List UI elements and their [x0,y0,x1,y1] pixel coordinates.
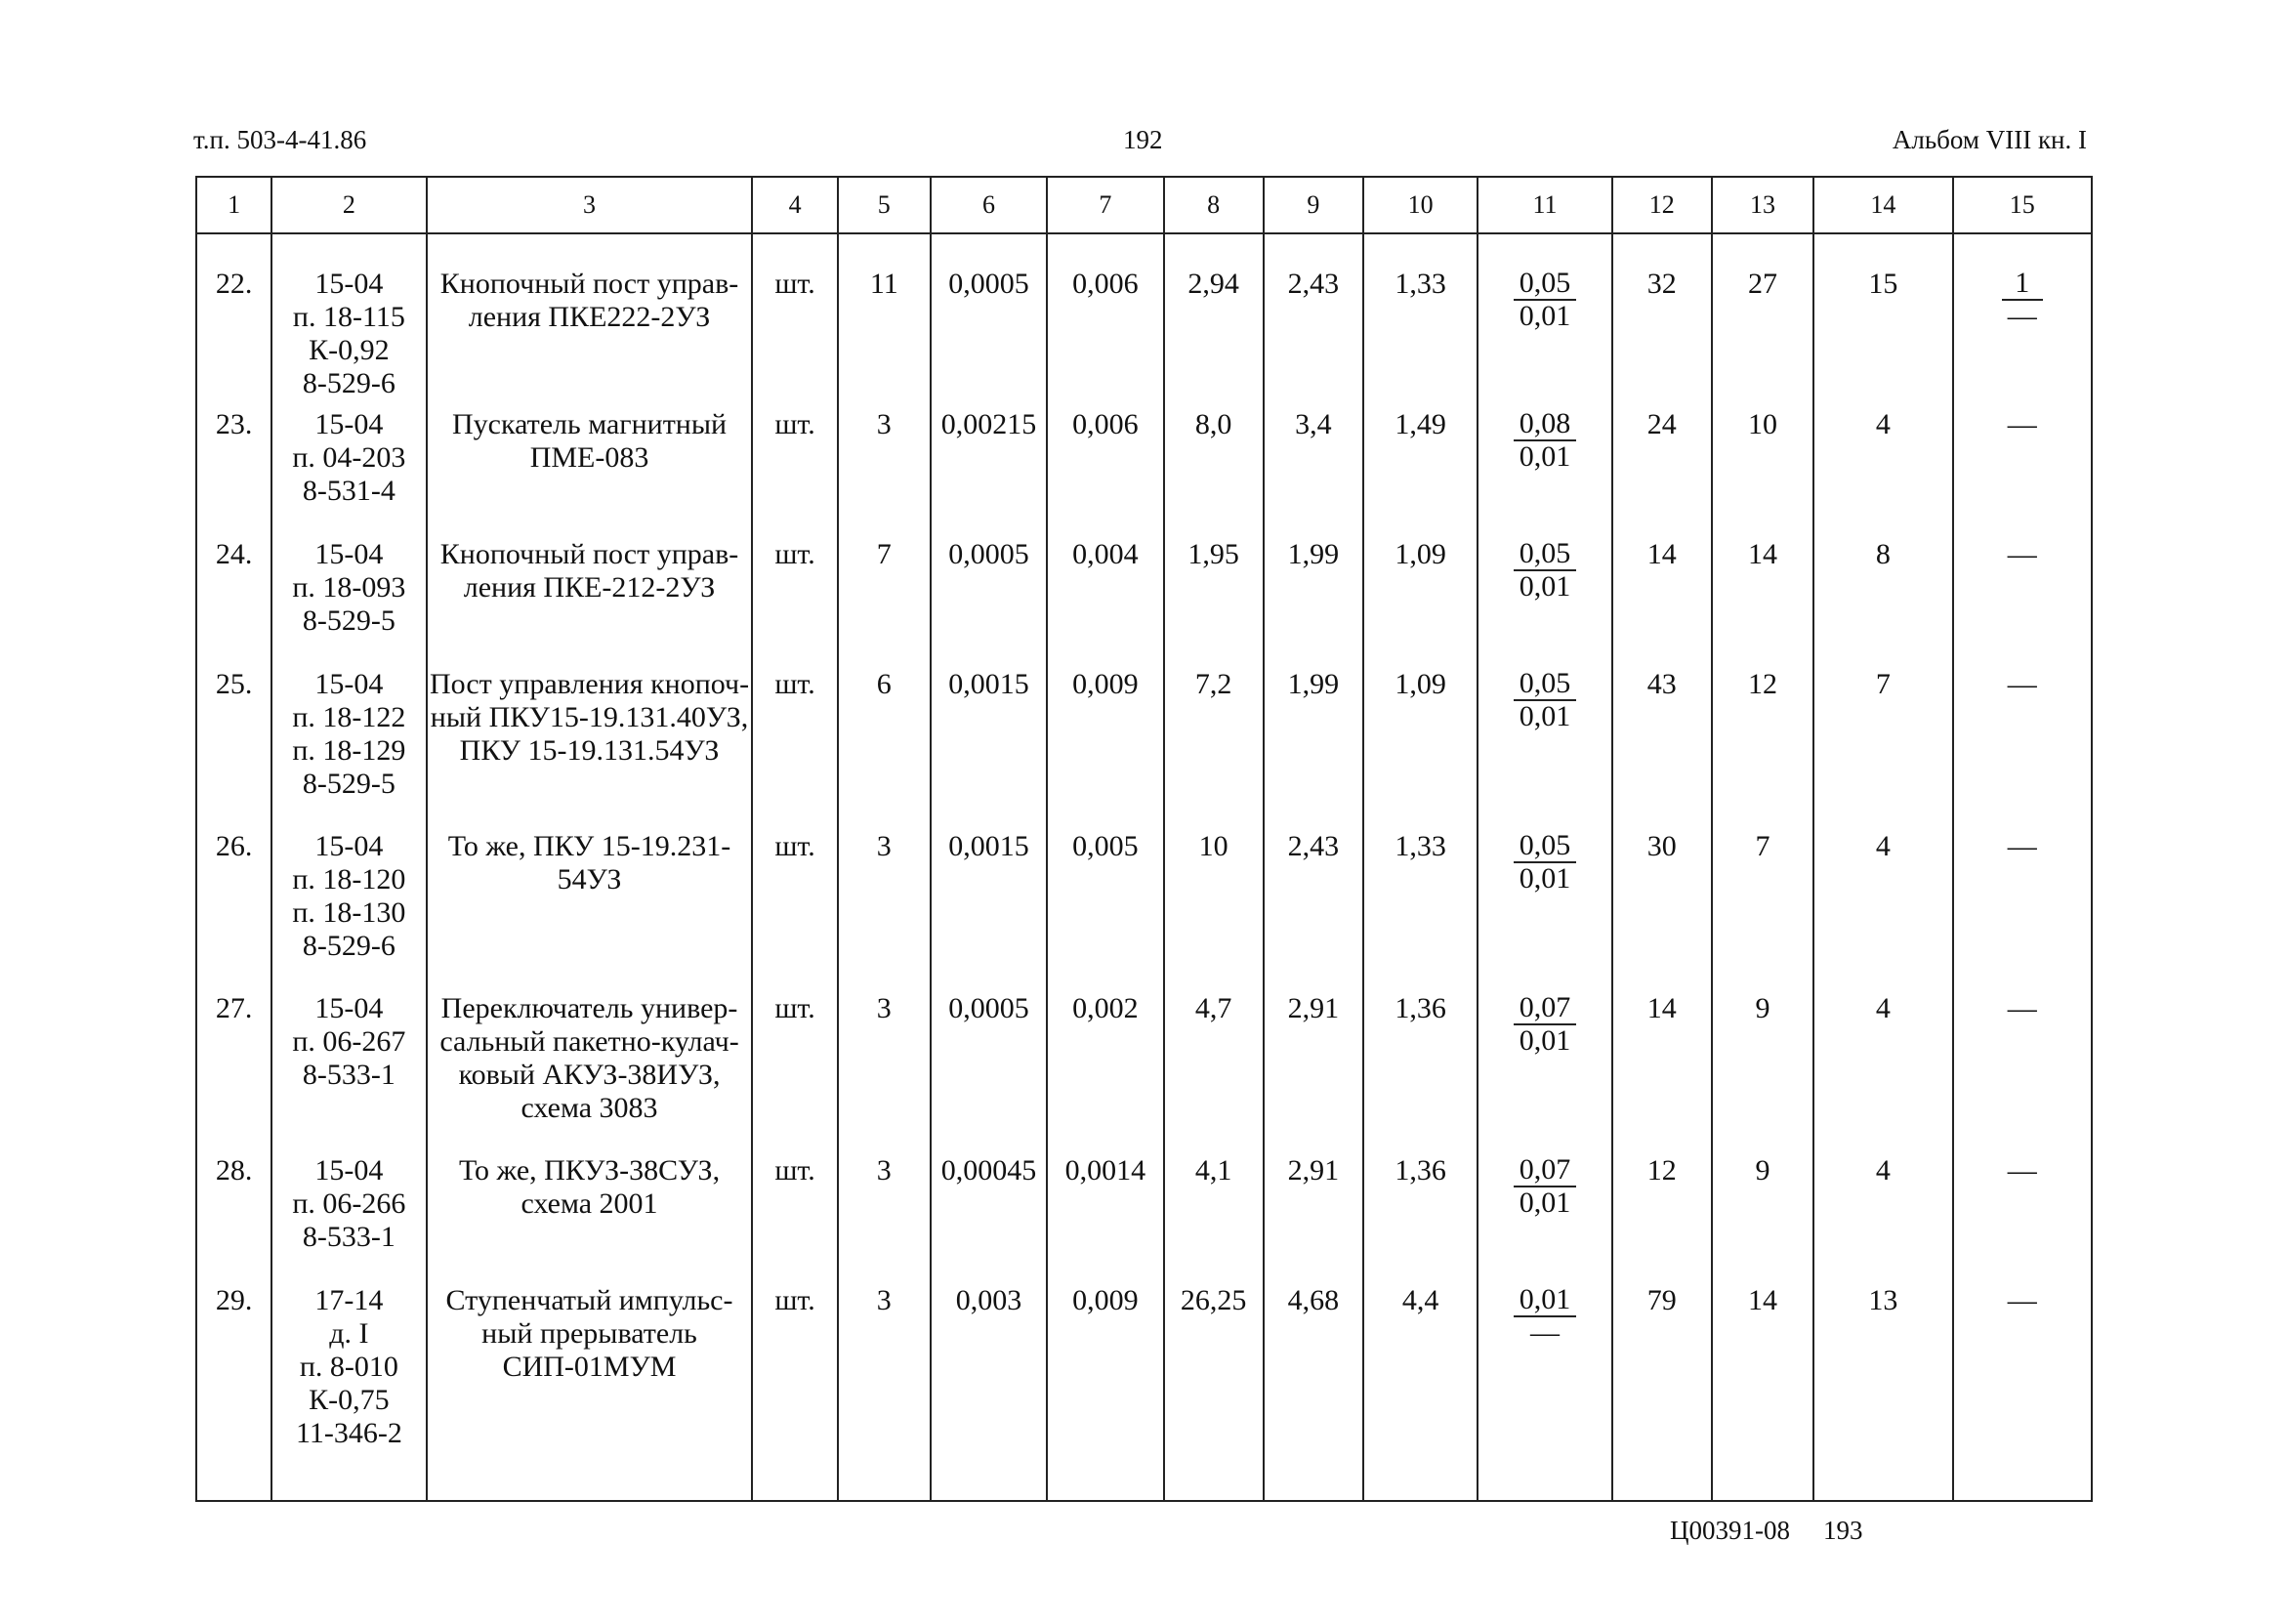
table-row [196,1146,2092,1276]
quantity: 7 [838,530,931,660]
column-header: 14 [1813,177,1952,233]
item-name: Пускатель магнитный ПМЕ-083 [427,400,753,530]
cell-8: 26,25 [1164,1276,1264,1501]
cell-8: 1,95 [1164,530,1264,660]
cell-9: 2,91 [1264,1146,1363,1276]
row-number: 24. [196,530,271,660]
item-name: Переключатель универ-сальный пакетно-кулач-ковый АКУЗ-38ИУЗ, схема 3083 [427,984,753,1146]
cell-7: 0,002 [1047,984,1163,1146]
norm-reference: 15-04 п. 04-203 8-531-4 [271,400,426,530]
cell-6: 0,003 [931,1276,1047,1501]
cell-8: 8,0 [1164,400,1264,530]
cell-7: 0,0014 [1047,1146,1163,1276]
cell-9: 2,43 [1264,822,1363,984]
cell-10: 1,33 [1363,233,1478,400]
cell-12: 24 [1612,400,1712,530]
cell-13: 9 [1712,984,1813,1146]
cell-11 [1478,400,1611,530]
quantity: 3 [838,984,931,1146]
column-header: 11 [1478,177,1611,233]
table-row [196,233,2092,400]
fraction-denominator: — [2007,300,2037,332]
fraction [1514,1284,1577,1349]
doc-header-right: Альбом VIII кн. I [1892,125,2087,154]
cell-7: 0,009 [1047,660,1163,822]
cell-10: 1,36 [1363,984,1478,1146]
table-row [196,822,2092,984]
cell-8: 4,1 [1164,1146,1264,1276]
cell-10: 1,49 [1363,400,1478,530]
cell-9: 2,91 [1264,984,1363,1146]
fraction [1514,992,1577,1057]
item-name: Кнопочный пост управ-ления ПКЕ-212-2УЗ [427,530,753,660]
fraction-denominator: 0,01 [1519,1024,1571,1057]
row-number: 27. [196,984,271,1146]
column-header: 4 [752,177,837,233]
cell-10: 4,4 [1363,1276,1478,1501]
cell-10: 1,09 [1363,530,1478,660]
norm-reference: 15-04 п. 18-120 п. 18-130 8-529-6 [271,822,426,984]
cell-13: 27 [1712,233,1813,400]
fraction-numerator: 0,08 [1514,408,1577,441]
cell-11 [1478,984,1611,1146]
cell-14: 4 [1813,822,1952,984]
fraction-numerator: 0,05 [1514,538,1577,571]
item-name: То же, ПКУ 15-19.231-54УЗ [427,822,753,984]
row-number: 29. [196,1276,271,1501]
cell-14: 15 [1813,233,1952,400]
cell-10: 1,09 [1363,660,1478,822]
column-header: 3 [427,177,753,233]
cell-9: 4,68 [1264,1276,1363,1501]
cell-12: 14 [1612,984,1712,1146]
column-header: 15 [1953,177,2092,233]
cell-8: 7,2 [1164,660,1264,822]
unit: шт. [752,822,837,984]
unit: шт. [752,1146,837,1276]
cell-6: 0,00215 [931,400,1047,530]
column-header: 12 [1612,177,1712,233]
cell-15: — [1953,400,2092,530]
cell-11 [1478,1276,1611,1501]
cell-13: 14 [1712,1276,1813,1501]
fraction-numerator: 0,01 [1514,1284,1577,1317]
cell-11 [1478,660,1611,822]
cell-9: 1,99 [1264,530,1363,660]
norm-reference: 15-04 п. 18-093 8-529-5 [271,530,426,660]
column-header: 9 [1264,177,1363,233]
cell-6: 0,0005 [931,233,1047,400]
fraction [2002,268,2043,332]
cell-14: 8 [1813,530,1952,660]
doc-header-left: т.п. 503-4-41.86 [193,125,367,154]
doc-footer [1670,1516,1863,1546]
fraction-denominator: 0,01 [1519,1187,1571,1219]
cell-6: 0,00045 [931,1146,1047,1276]
fraction-denominator: — [1529,1316,1560,1349]
cell-9: 1,99 [1264,660,1363,822]
cell-14: 7 [1813,660,1952,822]
fraction [1514,538,1577,603]
cell-7: 0,004 [1047,530,1163,660]
cell-11 [1478,822,1611,984]
fraction-denominator: 0,01 [1519,862,1571,895]
cell-12: 43 [1612,660,1712,822]
cell-14: 4 [1813,400,1952,530]
cell-11 [1478,530,1611,660]
cell-14: 4 [1813,984,1952,1146]
unit: шт. [752,400,837,530]
quantity: 3 [838,1146,931,1276]
cell-14: 4 [1813,1146,1952,1276]
cell-9: 2,43 [1264,233,1363,400]
cell-15: — [1953,1146,2092,1276]
cell-12: 32 [1612,233,1712,400]
unit: шт. [752,660,837,822]
fraction [1514,408,1577,473]
cell-15 [1953,233,2092,400]
cell-7: 0,006 [1047,400,1163,530]
fraction-numerator: 0,07 [1514,1154,1577,1187]
row-number: 22. [196,233,271,400]
unit: шт. [752,233,837,400]
item-name: Ступенчатый импульс-ный прерыватель СИП-01МУМ [427,1276,753,1501]
cell-9: 3,4 [1264,400,1363,530]
fraction-numerator: 1 [2002,268,2043,301]
cell-8: 4,7 [1164,984,1264,1146]
norm-reference: 17-14 д. I п. 8-010 К-0,75 11-346-2 [271,1276,426,1501]
specification-table [195,176,2093,1502]
column-header: 13 [1712,177,1813,233]
quantity: 11 [838,233,931,400]
column-header: 10 [1363,177,1478,233]
fraction-numerator: 0,05 [1514,268,1577,301]
cell-15: — [1953,660,2092,822]
cell-7: 0,005 [1047,822,1163,984]
cell-10: 1,36 [1363,1146,1478,1276]
fraction [1514,830,1577,895]
column-header: 6 [931,177,1047,233]
cell-11 [1478,233,1611,400]
footer-page-number: 193 [1823,1516,1863,1545]
cell-6: 0,0015 [931,822,1047,984]
cell-10: 1,33 [1363,822,1478,984]
fraction [1514,668,1577,732]
unit: шт. [752,1276,837,1501]
cell-8: 10 [1164,822,1264,984]
fraction-denominator: 0,01 [1519,440,1571,473]
cell-12: 12 [1612,1146,1712,1276]
cell-12: 30 [1612,822,1712,984]
row-number: 25. [196,660,271,822]
unit: шт. [752,984,837,1146]
quantity: 3 [838,1276,931,1501]
cell-6: 0,0005 [931,984,1047,1146]
cell-6: 0,0015 [931,660,1047,822]
cell-15: — [1953,530,2092,660]
cell-14: 13 [1813,1276,1952,1501]
cell-7: 0,006 [1047,233,1163,400]
fraction-denominator: 0,01 [1519,300,1571,332]
doc-header-page-number: 192 [1123,125,1163,154]
fraction-numerator: 0,07 [1514,992,1577,1025]
quantity: 6 [838,660,931,822]
column-header: 2 [271,177,426,233]
cell-13: 7 [1712,822,1813,984]
quantity: 3 [838,400,931,530]
norm-reference: 15-04 п. 18-122 п. 18-129 8-529-5 [271,660,426,822]
norm-reference: 15-04 п. 06-266 8-533-1 [271,1146,426,1276]
table-row [196,984,2092,1146]
row-number: 23. [196,400,271,530]
cell-11 [1478,1146,1611,1276]
norm-reference: 15-04 п. 18-115 К-0,92 8-529-6 [271,233,426,400]
fraction [1514,268,1577,332]
item-name: Пост управления кнопоч-ный ПКУ15-19.131.40УЗ, ПКУ 15-19.131.54УЗ [427,660,753,822]
column-header: 1 [196,177,271,233]
cell-13: 9 [1712,1146,1813,1276]
column-header: 8 [1164,177,1264,233]
fraction-numerator: 0,05 [1514,668,1577,701]
footer-code: Ц00391-08 [1670,1516,1790,1545]
table-row [196,1276,2092,1501]
cell-12: 79 [1612,1276,1712,1501]
table-row [196,660,2092,822]
table-row [196,400,2092,530]
cell-8: 2,94 [1164,233,1264,400]
cell-15: — [1953,822,2092,984]
column-header: 5 [838,177,931,233]
cell-15: — [1953,1276,2092,1501]
unit: шт. [752,530,837,660]
column-number-row [196,177,2092,233]
row-number: 28. [196,1146,271,1276]
fraction [1514,1154,1577,1219]
cell-7: 0,009 [1047,1276,1163,1501]
item-name: То же, ПКУЗ-38СУЗ, схема 2001 [427,1146,753,1276]
column-header: 7 [1047,177,1163,233]
cell-13: 12 [1712,660,1813,822]
item-name: Кнопочный пост управ-ления ПКЕ222-2УЗ [427,233,753,400]
quantity: 3 [838,822,931,984]
table-row [196,530,2092,660]
norm-reference: 15-04 п. 06-267 8-533-1 [271,984,426,1146]
cell-15: — [1953,984,2092,1146]
cell-6: 0,0005 [931,530,1047,660]
fraction-denominator: 0,01 [1519,700,1571,732]
fraction-denominator: 0,01 [1519,570,1571,603]
cell-13: 14 [1712,530,1813,660]
cell-13: 10 [1712,400,1813,530]
cell-12: 14 [1612,530,1712,660]
row-number: 26. [196,822,271,984]
fraction-numerator: 0,05 [1514,830,1577,863]
